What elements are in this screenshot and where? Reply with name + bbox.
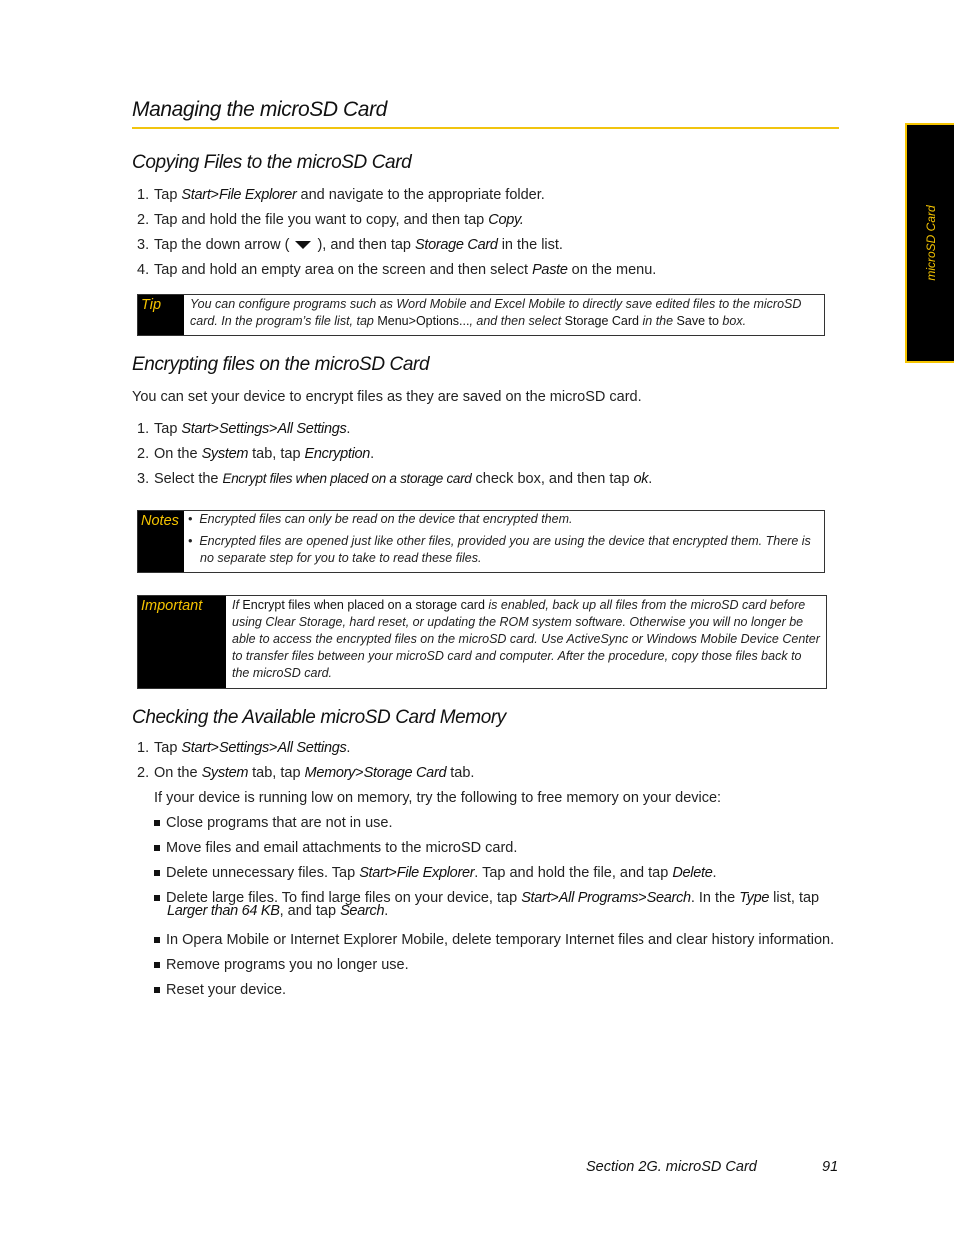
footer-section: Section 2G. microSD Card bbox=[586, 1159, 757, 1175]
footer-page-number: 91 bbox=[822, 1159, 839, 1175]
notes-body: • Encrypted files can only be read on the device that encrypted them. • Encrypted files are opened just like other files, provided you are using the device that encrypted them. There is no separate step for you to take to read these files. bbox=[188, 512, 811, 565]
check-step-2: 2. On the System tab, tap Memory>Storage Card tab. bbox=[137, 765, 475, 781]
bullet-delete-unnecessary: Delete unnecessary files. Tap Start>File Explorer. Tap and hold the file, and tap Delete. bbox=[154, 865, 717, 881]
encrypt-intro: You can set your device to encrypt files as they are saved on the microSD card. bbox=[132, 389, 642, 405]
notes-box bbox=[137, 510, 825, 573]
heading-copying: Copying Files to the microSD Card bbox=[132, 152, 412, 173]
notes-label: Notes bbox=[138, 511, 184, 572]
copy-step-3: 3. Tap the down arrow ( ), and then tap Storage Card in the list. bbox=[137, 237, 563, 253]
page-title: Managing the microSD Card bbox=[132, 98, 839, 129]
heading-checking: Checking the Available microSD Card Memory bbox=[132, 707, 506, 728]
tip-label: Tip bbox=[138, 295, 184, 335]
tip-body: You can configure programs such as Word Mobile and Excel Mobile to directly save edited files to the microSD card. In the program’s file list, tap Menu>Options..., and then select Storage Card in the Save to box. bbox=[190, 297, 802, 328]
bullet-opera-ie: In Opera Mobile or Internet Explorer Mobile, delete temporary Internet files and clear history information. bbox=[154, 932, 834, 948]
side-tab bbox=[905, 123, 954, 363]
bullet-delete-large: Delete large files. To find large files on your device, tap Start>All Programs>Search. In the Type list, tap Larger than 64 KB, and tap Search. bbox=[154, 890, 819, 919]
check-step-1: 1. Tap Start>Settings>All Settings. bbox=[137, 740, 351, 756]
check-para: If your device is running low on memory, try the following to free memory on your device: bbox=[154, 790, 722, 806]
tip-box bbox=[137, 294, 825, 336]
copy-step-4: 4. Tap and hold an empty area on the screen and then select Paste on the menu. bbox=[137, 262, 657, 278]
important-box bbox=[137, 595, 827, 689]
encrypt-step-1: 1. Tap Start>Settings>All Settings. bbox=[137, 421, 351, 437]
encrypt-step-3: 3. Select the Encrypt files when placed on a storage card check box, and then tap ok. bbox=[137, 471, 653, 487]
important-body: If Encrypt files when placed on a storage card is enabled, back up all files from the microSD card before using Clear Storage, hard reset, or updating the ROM system software. Otherwise you will no longer be able to access the encrypted files on the microSD card. Use ActiveSync or Windows Mobile Device Center to transfer files between your microSD card and computer. After the procedure, copy those files back to the microSD card. bbox=[232, 598, 820, 680]
bullet-move-files: Move files and email attachments to the microSD card. bbox=[154, 840, 517, 856]
bullet-remove-programs: Remove programs you no longer use. bbox=[154, 957, 409, 973]
copy-step-2: 2. Tap and hold the file you want to copy, and then tap Copy. bbox=[137, 212, 524, 228]
down-arrow-icon bbox=[295, 241, 311, 249]
encrypt-step-2: 2. On the System tab, tap Encryption. bbox=[137, 446, 375, 462]
important-label: Important bbox=[138, 596, 226, 688]
bullet-reset-device: Reset your device. bbox=[154, 982, 286, 998]
copy-step-1: 1. Tap Start>File Explorer and navigate to the appropriate folder. bbox=[137, 187, 545, 203]
heading-encrypting: Encrypting files on the microSD Card bbox=[132, 354, 430, 375]
bullet-close-programs: Close programs that are not in use. bbox=[154, 815, 392, 831]
side-tab-label: microSD Card bbox=[923, 205, 938, 281]
